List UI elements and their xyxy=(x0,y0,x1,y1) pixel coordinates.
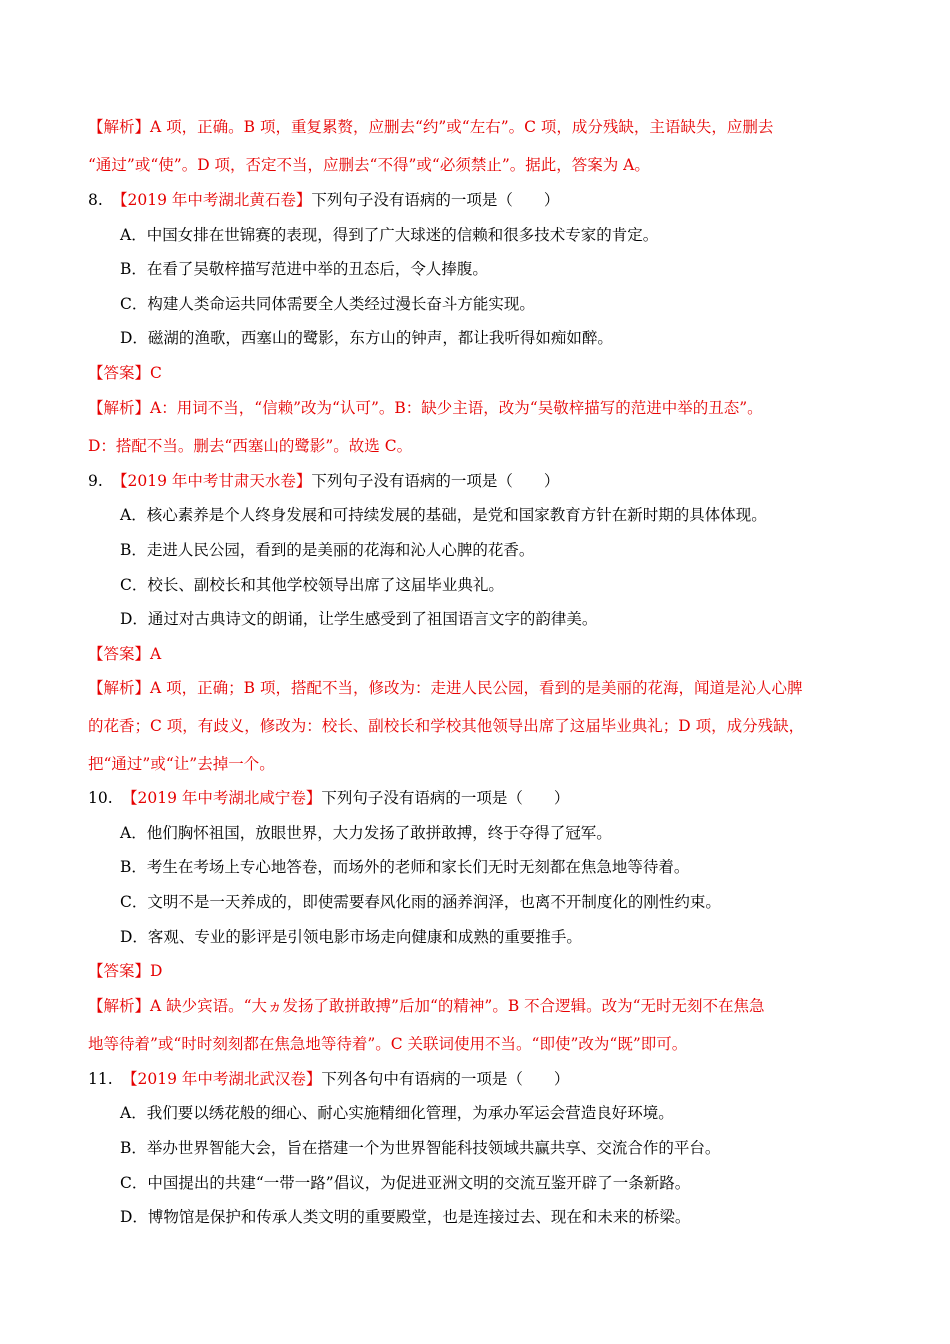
option-d: D．博物馆是保护和传承人类文明的重要殿堂，也是连接过去、现在和未来的桥梁。 xyxy=(120,1208,691,1226)
question-source: 【2019 年中考湖北武汉卷】 xyxy=(122,1070,322,1088)
question-9 xyxy=(88,471,559,491)
option-a: A．中国女排在世锦赛的表现，得到了广大球迷的信赖和很多技术专家的肯定。 xyxy=(120,226,659,244)
question-stem: 下列句子没有语病的一项是（ ） xyxy=(311,191,560,209)
option-c: C．构建人类命运共同体需要全人类经过漫长奋斗方能实现。 xyxy=(120,295,535,313)
analysis-line: 把“通过”或“让”去掉一个。 xyxy=(88,755,275,773)
question-number: 9. xyxy=(88,472,103,490)
option-c: C．中国提出的共建“一带一路”倡议，为促进亚洲文明的交流互鉴开辟了一条新路。 xyxy=(120,1174,691,1192)
analysis-line: 【解析】A 缺少宾语。“大ヵ发扬了敢拼敢搏”后加“的精神”。B 不合逻辑。改为“无时无刻不在焦急 xyxy=(88,997,765,1015)
question-stem: 下列句子没有语病的一项是（ ） xyxy=(321,789,570,807)
option-b: B．在看了吴敬梓描写范进中举的丑态后，令人捧腹。 xyxy=(120,260,488,278)
analysis-line: 【解析】A：用词不当，“信赖”改为“认可”。B：缺少主语，改为“吴敬梓描写的范进中举的丑态”。 xyxy=(88,399,763,417)
answer: 【答案】A xyxy=(88,645,162,663)
option-a: A．他们胸怀祖国，放眼世界，大力发扬了敢拼敢搏，终于夺得了冠军。 xyxy=(120,824,612,842)
option-d: D．通过对古典诗文的朗诵，让学生感受到了祖国语言文字的韵律美。 xyxy=(120,610,598,628)
option-b: B．考生在考场上专心地答卷，而场外的老师和家长们无时无刻都在焦急地等待着。 xyxy=(120,858,690,876)
question-number: 10. xyxy=(88,789,113,807)
analysis-line: “通过”或“使”。D 项，否定不当，应删去“不得”或“必须禁止”。据此，答案为 A。 xyxy=(88,156,650,174)
analysis-line: 【解析】A 项，正确。B 项，重复累赘，应删去“约”或“左右”。C 项，成分残缺，主语缺失，应删去 xyxy=(88,118,774,136)
option-b: B．举办世界智能大会，旨在搭建一个为世界智能科技领域共赢共享、交流合作的平台。 xyxy=(120,1139,721,1157)
answer: 【答案】C xyxy=(88,364,162,382)
option-b: B．走进人民公园，看到的是美丽的花海和沁人心脾的花香。 xyxy=(120,541,535,559)
question-source: 【2019 年中考甘肃天水卷】 xyxy=(112,472,312,490)
analysis-line: 地等待着”或“时时刻刻都在焦急地等待着”。C 关联词使用不当。“即使”改为“既”即可。 xyxy=(88,1035,688,1053)
option-a: A．我们要以绣花般的细心、耐心实施精细化管理，为承办军运会营造良好环境。 xyxy=(120,1104,674,1122)
question-stem: 下列句子没有语病的一项是（ ） xyxy=(311,472,560,490)
question-10 xyxy=(88,788,569,808)
option-c: C．校长、副校长和其他学校领导出席了这届毕业典礼。 xyxy=(120,576,504,594)
answer: 【答案】D xyxy=(88,962,163,980)
option-d: D．磁湖的渔歌，西塞山的鹭影，东方山的钟声，都让我听得如痴如醉。 xyxy=(120,329,613,347)
analysis-line: 的花香；C 项，有歧义，修改为：校长、副校长和学校其他领导出席了这届毕业典礼；D 项，成分残缺， xyxy=(88,717,805,735)
question-8 xyxy=(88,190,559,210)
option-a: A．核心素养是个人终身发展和可持续发展的基础，是党和国家教育方针在新时期的具体体现。 xyxy=(120,506,767,524)
question-source: 【2019 年中考湖北咸宁卷】 xyxy=(122,789,322,807)
analysis-line: 【解析】A 项，正确；B 项，搭配不当，修改为：走进人民公园，看到的是美丽的花海，闻道是沁人心脾 xyxy=(88,679,803,697)
option-c: C．文明不是一天养成的，即使需要春风化雨的涵养润泽，也离不开制度化的刚性约束。 xyxy=(120,893,721,911)
question-11 xyxy=(88,1069,569,1089)
option-d: D．客观、专业的影评是引领电影市场走向健康和成熟的重要推手。 xyxy=(120,928,582,946)
question-stem: 下列各句中有语病的一项是（ ） xyxy=(321,1070,570,1088)
question-number: 11. xyxy=(88,1070,113,1088)
question-number: 8. xyxy=(88,191,103,209)
analysis-line: D：搭配不当。删去“西塞山的鹭影”。故选 C。 xyxy=(88,437,413,455)
question-source: 【2019 年中考湖北黄石卷】 xyxy=(112,191,312,209)
